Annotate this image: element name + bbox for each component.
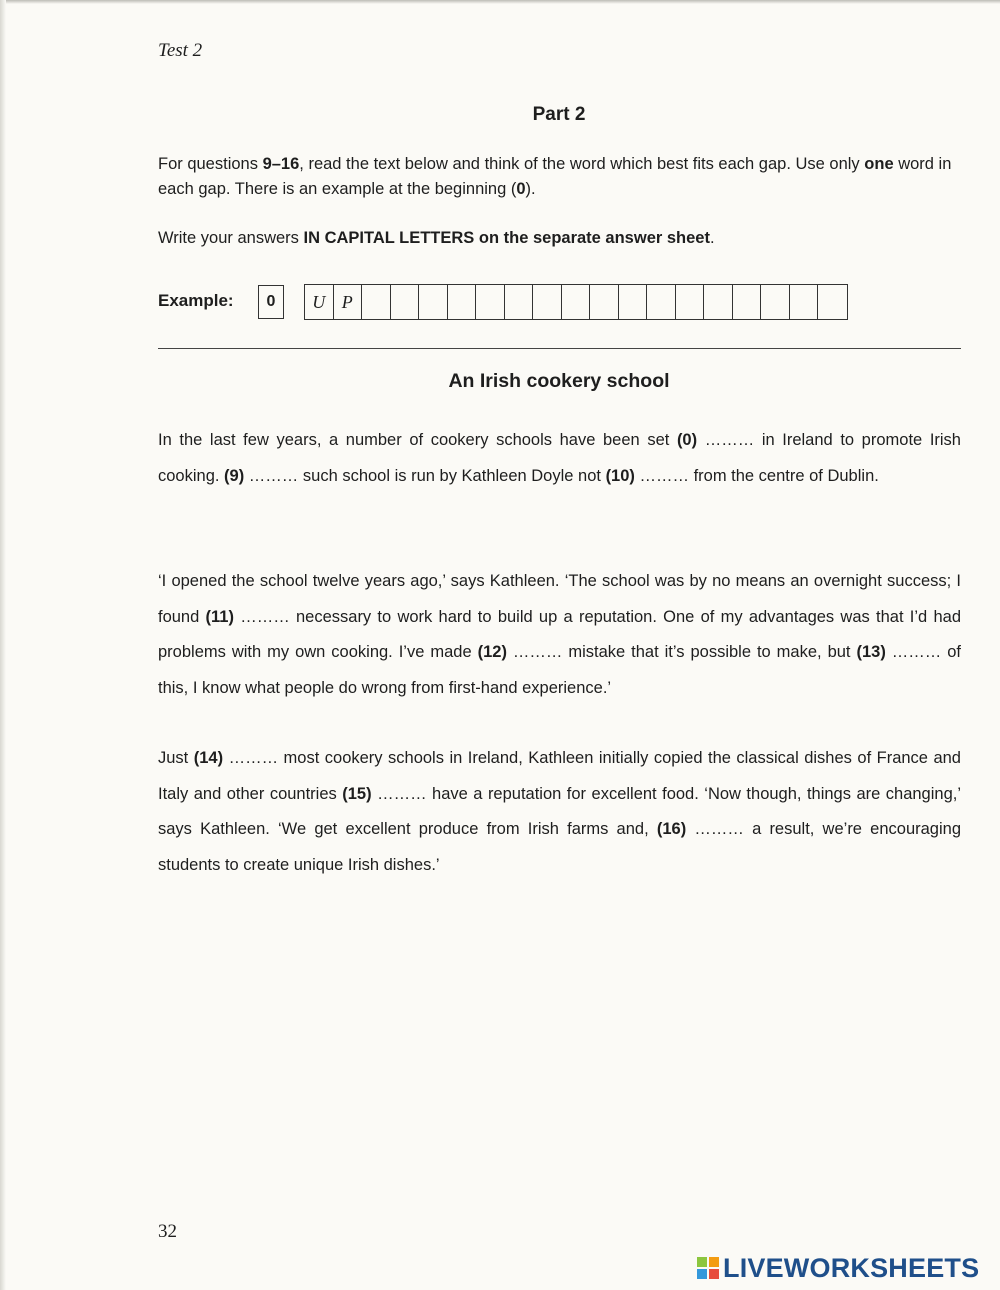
gap-12: (12) [477,643,507,661]
paragraph-text: ……… from the centre of Dublin. [634,466,879,485]
example-number-box: 0 [258,285,284,319]
liveworksheets-logo-icon [697,1257,719,1279]
emphasis-one: one [864,155,894,173]
answer-cell [476,285,505,319]
paragraph-text: ……… mistake that it’s possible to make, but [506,643,857,661]
capital-letters-note: IN CAPITAL LETTERS on the separate answer sheet [303,229,710,247]
divider-rule [158,348,961,349]
paragraph-text: ……… such school is run by Kathleen Doyle not [244,466,606,485]
answer-cell [818,285,847,319]
answer-cell: P [334,285,363,319]
answer-cell [676,285,705,319]
answer-cell [790,285,819,319]
liveworksheets-logo [697,1251,979,1285]
instr-text: Write your answers [158,229,304,247]
article-title: An Irish cookery school [448,370,670,392]
instr-text: word in each gap. There is an example at the beginning ( [158,155,952,198]
answer-cell: U [305,285,334,319]
answer-cell [391,285,420,319]
instructions-line-2 [158,226,961,251]
example-ref: 0 [516,180,526,198]
example-answer-boxes [304,284,848,320]
instr-text: For questions [158,155,263,173]
part-title: Part 2 [532,104,586,125]
instr-text: , read the text below and think of the word which best fits each gap. Use only [299,155,865,173]
page-top-edge [0,0,1000,4]
paragraph-text: Just [158,749,194,767]
answer-cell [647,285,676,319]
gap-14: (14) [193,749,224,767]
gap-11: (11) [205,607,234,626]
paragraph-1 [158,423,961,494]
paragraph-text: ‘I opened the school twelve years ago,’ says Kathleen. ‘The school was by no means an overnight success; I found [158,572,961,626]
answer-cell [505,285,534,319]
gap-15: (15) [342,784,372,803]
answer-cell [448,285,477,319]
paragraph-3 [158,741,961,883]
answer-cell [362,285,391,319]
running-head: Test 2 [158,40,203,61]
logo-square [697,1257,707,1267]
instr-text: ). [525,180,536,198]
answer-cell [761,285,790,319]
gap-0: (0) [676,431,698,449]
answer-cell [733,285,762,319]
brand-text: LIVEWORKSHEETS [723,1252,980,1283]
paragraph-text: In the last few years, a number of cookery schools have been set [158,431,677,449]
answer-cell [419,285,448,319]
paragraph-text: ……… have a reputation for excellent food. ‘Now though, things are changing,’ says Kathleen. ‘We get excellent produce from Irish farms and, [158,784,962,838]
answer-cell [590,285,619,319]
answer-cell [619,285,648,319]
answer-cell [704,285,733,319]
gap-9: (9) [224,466,245,485]
answer-cell [562,285,591,319]
example-label: Example: [158,291,234,310]
paragraph-text: ……… most cookery schools in Ireland, Kathleen initially copied the classical dishes of France and Italy and other countries [158,749,961,803]
instr-text: . [709,229,715,247]
paragraph-text: ……… of this, I know what people do wrong from first-hand experience.’ [158,643,961,697]
paragraph-text: ……… necessary to work hard to build up a reputation. One of my advantages was that I’d had problems with my own cooking. I’ve made [158,607,962,661]
logo-square [709,1269,719,1279]
page-left-edge [0,0,6,1290]
paragraph-text: ……… a result, we’re encouraging students to create unique Irish dishes.’ [158,820,961,874]
logo-square [709,1257,719,1267]
gap-16: (16) [656,820,687,838]
question-range: 9–16 [262,155,300,173]
page-number: 32 [158,1221,177,1242]
answer-cell [533,285,562,319]
gap-13: (13) [856,643,886,661]
paragraph-text: ……… in Ireland to promote Irish cooking. [158,431,961,485]
paragraph-2 [158,564,961,706]
logo-square [697,1269,707,1279]
instructions-line-1 [158,152,961,202]
gap-10: (10) [605,466,635,485]
